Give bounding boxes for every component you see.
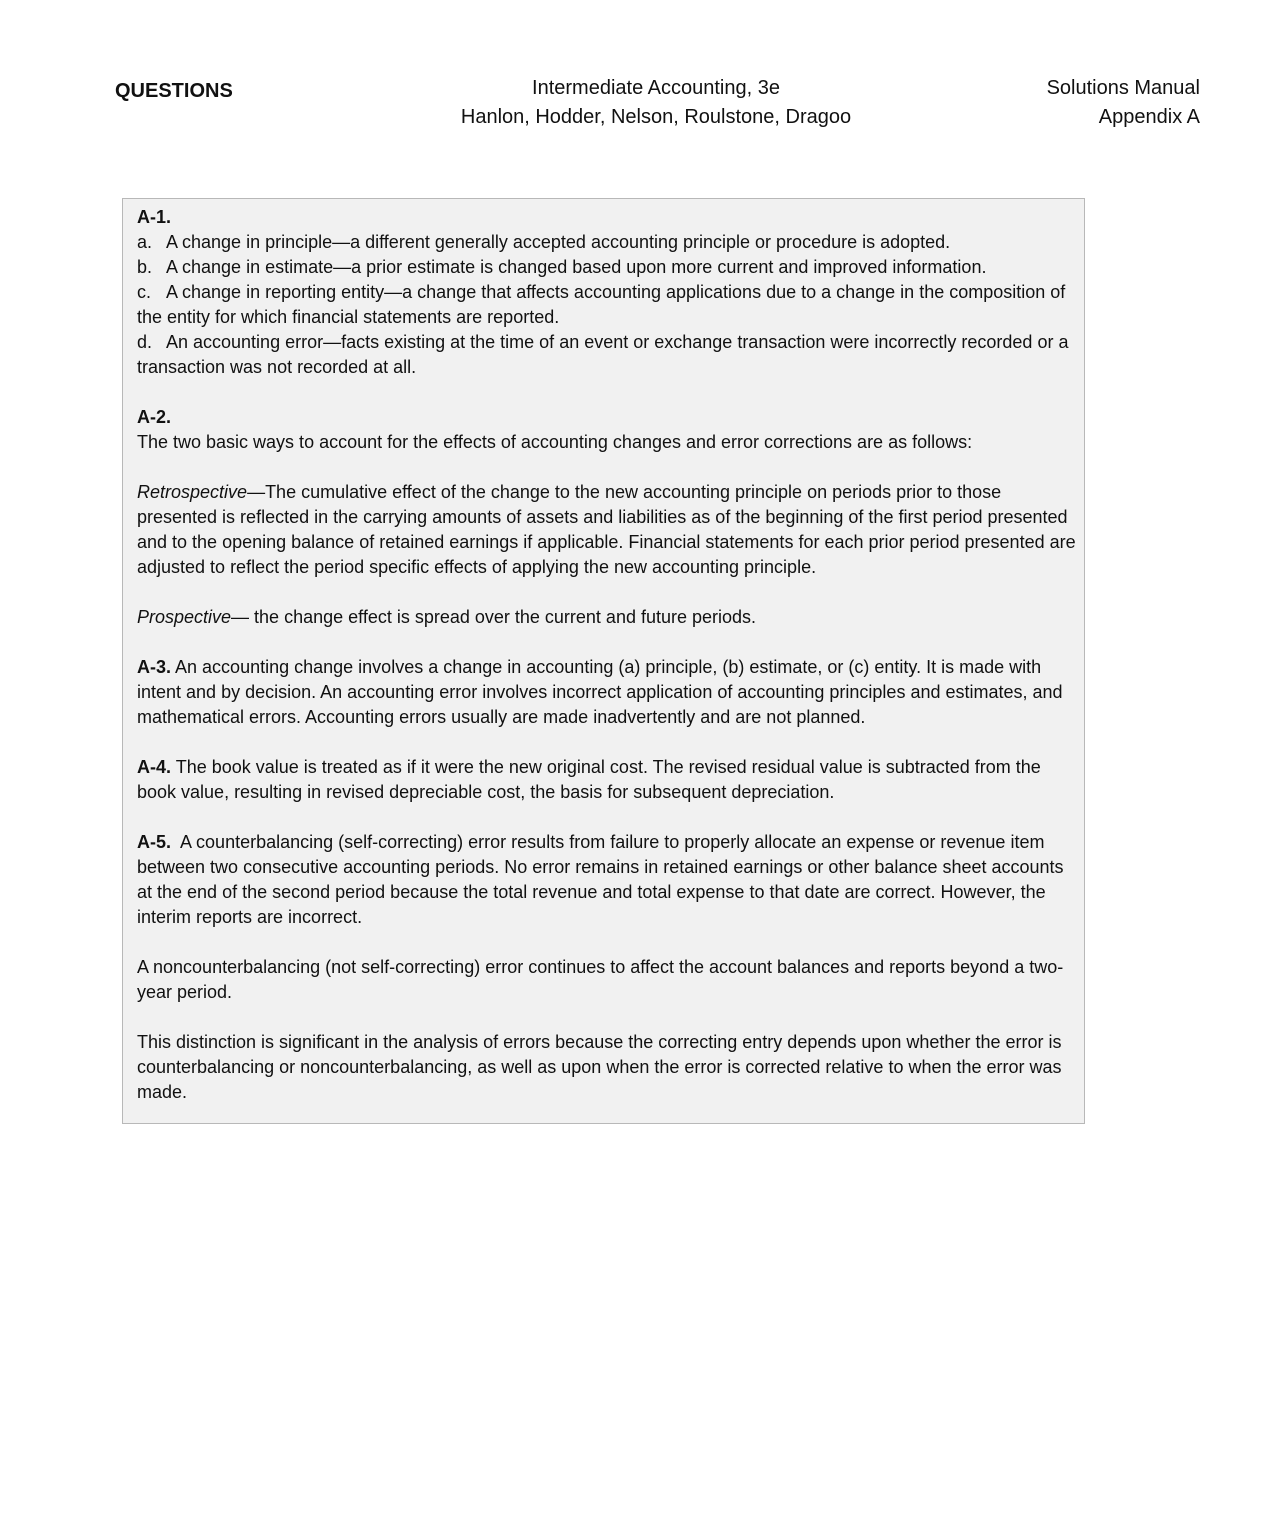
list-item [137, 255, 1076, 280]
answer-label: A-1. [137, 207, 172, 227]
answer-label: A-3. [137, 657, 172, 677]
retrospective-paragraph [137, 480, 1076, 580]
item-text: A change in reporting entity—a change that affects accounting applications due to a change in the composition of the entity for which financial statements are reported. [137, 282, 1066, 327]
item-text: A change in estimate—a prior estimate is changed based upon more current and improved information. [166, 257, 987, 277]
answers-box [122, 198, 1085, 1124]
book-authors: Hanlon, Hodder, Nelson, Roulstone, Dragoo [460, 106, 852, 128]
item-text: A change in principle—a different generally accepted accounting principle or procedure is adopted. [166, 232, 951, 252]
list-item [137, 280, 1076, 330]
item-text: An accounting error—facts existing at the time of an event or exchange transaction were incorrectly recorded or a transaction was not recorded at all. [137, 332, 1069, 377]
section-label: QUESTIONS [115, 80, 233, 102]
answer-intro: The two basic ways to account for the effects of accounting changes and error corrections are as follows: [137, 432, 973, 452]
answer-label: A-2. [137, 407, 172, 427]
page-header [115, 74, 1200, 134]
answer-text: A counterbalancing (self-correcting) error results from failure to properly allocate an expense or revenue item between two consecutive accounting periods. No error remains in retained earnings or other balance sheet accounts at the end of the second period because the total revenue and total expense to that date are correct. However, the interim reports are incorrect. [137, 832, 1064, 927]
retrospective-text: —The cumulative effect of the change to the new accounting principle on periods prior to those presented is reflected in the carrying amounts of assets and liabilities as of the beginning of the first period presented and to the opening balance of retained earnings if applicable. Financial statements for each prior period presented are adjusted to reflect the period specific effects of applying the new accounting principle. [137, 482, 1076, 577]
item-letter: c. [137, 282, 152, 302]
answer-label: A-4. [137, 757, 172, 777]
answer-text: An accounting change involves a change in accounting (a) principle, (b) estimate, or (c) entity. It is made with intent and by decision. An accounting error involves incorrect application of accounting principles and estimates, and mathematical errors. Accounting errors usually are made inadvertently and are not planned. [137, 657, 1063, 727]
book-title: Intermediate Accounting, 3e [532, 77, 780, 99]
item-letter: b. [137, 257, 153, 277]
item-letter: a. [137, 232, 153, 252]
answer-a5 [137, 830, 1076, 1105]
item-letter: d. [137, 332, 153, 352]
prospective-paragraph [137, 605, 1076, 630]
prospective-term: Prospective [137, 607, 232, 627]
answer-label: A-5. [137, 832, 172, 852]
answer-paragraph: This distinction is significant in the analysis of errors because the correcting entry depends upon whether the error is counterbalancing or noncounterbalancing, as well as upon when the error is corrected relative to when the error was made. [137, 1032, 1062, 1102]
appendix-label: Appendix A [1098, 106, 1200, 128]
list-item [137, 330, 1076, 380]
retrospective-term: Retrospective [137, 482, 248, 502]
answer-a3 [137, 655, 1076, 730]
book-info [415, 74, 897, 132]
answer-a1 [137, 205, 1076, 380]
answer-text: The book value is treated as if it were the new original cost. The revised residual value is subtracted from the book value, resulting in revised depreciable cost, the basis for subsequent depreciation. [137, 757, 1041, 802]
answer-paragraph: A noncounterbalancing (not self-correcting) error continues to affect the account balances and reports beyond a two-year period. [137, 957, 1064, 1002]
answer-a4 [137, 755, 1076, 805]
manual-info [1047, 74, 1200, 132]
prospective-text: — the change effect is spread over the current and future periods. [231, 607, 757, 627]
list-item [137, 230, 1076, 255]
answer-a2 [137, 405, 1076, 630]
manual-title: Solutions Manual [1046, 77, 1200, 99]
